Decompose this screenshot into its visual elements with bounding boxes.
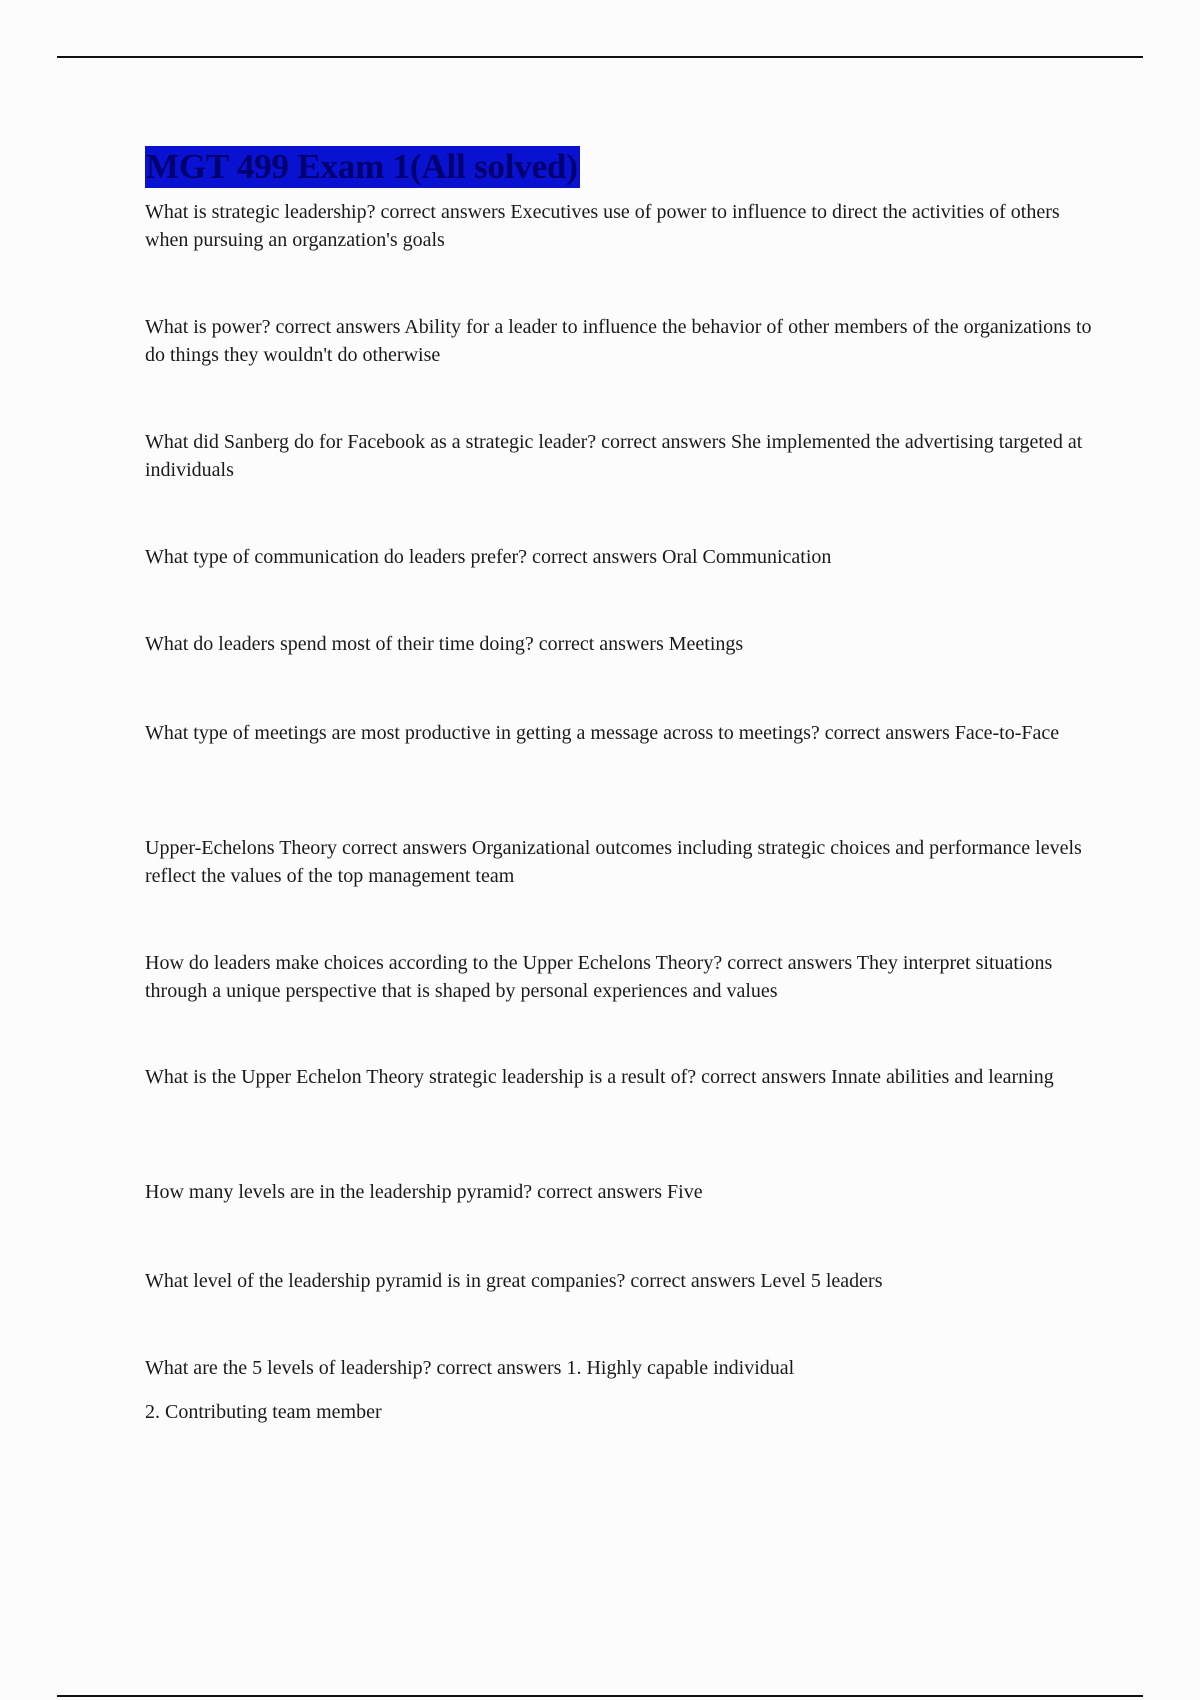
header-rule <box>57 56 1143 58</box>
qa-item-11: What level of the leadership pyramid is in great companies? correct answers Level 5 leaders <box>145 1270 883 1292</box>
qa-item-3: What did Sanberg do for Facebook as a strategic leader? correct answers She implemented the advertising targeted at individuals <box>145 431 1083 481</box>
qa-item-6: What type of meetings are most productive in getting a message across to meetings? correct answers Face-to-Face <box>145 722 1060 744</box>
qa-item-12: What are the 5 levels of leadership? correct answers 1. Highly capable individual <box>145 1357 795 1379</box>
qa-item-13: 2. Contributing team member <box>145 1401 382 1423</box>
footer-rule <box>57 1695 1143 1697</box>
title-highlight <box>145 146 580 188</box>
document-title: MGT 499 Exam 1(All solved) <box>146 147 578 186</box>
qa-item-9: What is the Upper Echelon Theory strategic leadership is a result of? correct answers Innate abilities and learning <box>145 1066 1054 1088</box>
qa-item-2: What is power? correct answers Ability for a leader to influence the behavior of other members of the organizations to do things they wouldn't do otherwise <box>145 316 1092 366</box>
qa-item-8: How do leaders make choices according to the Upper Echelons Theory? correct answers They interpret situations through a unique perspective that is shaped by personal experiences and values <box>145 952 1053 1002</box>
document-body <box>145 146 1095 1423</box>
qa-item-7: Upper-Echelons Theory correct answers Organizational outcomes including strategic choices and performance levels reflect the values of the top management team <box>145 837 1082 887</box>
qa-item-5: What do leaders spend most of their time doing? correct answers Meetings <box>145 633 744 655</box>
qa-item-4: What type of communication do leaders prefer? correct answers Oral Communication <box>145 546 832 568</box>
qa-item-10: How many levels are in the leadership pyramid? correct answers Five <box>145 1181 703 1203</box>
qa-item-1: What is strategic leadership? correct answers Executives use of power to influence to direct the activities of others when pursuing an organzation's goals <box>145 201 1060 251</box>
